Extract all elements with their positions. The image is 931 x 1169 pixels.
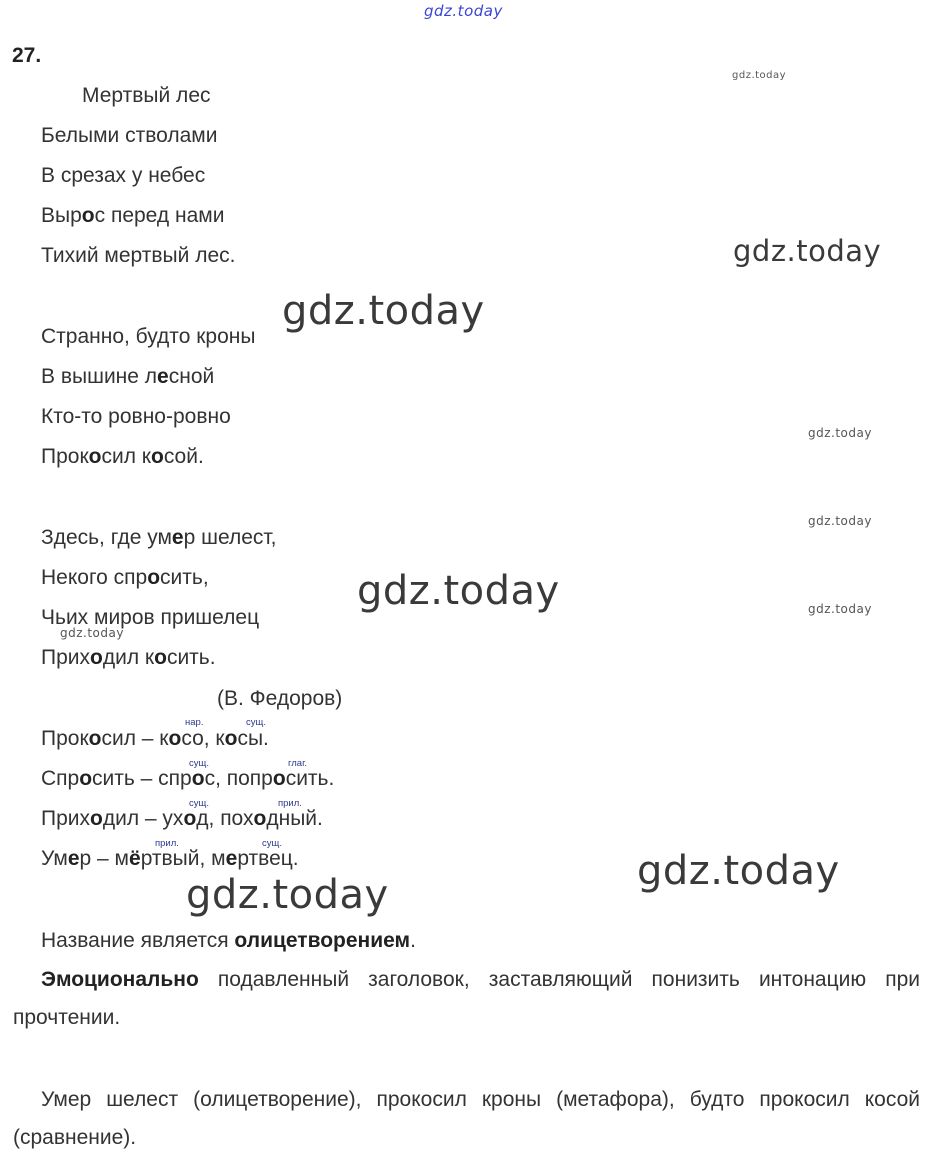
watermark-small: gdz.today: [808, 602, 872, 616]
stressed-vowel: ё: [129, 847, 141, 870]
text-segment: Выр: [41, 204, 82, 227]
analysis-line: [41, 807, 323, 831]
poem-line: [41, 445, 255, 485]
text-segment: с, попр: [204, 767, 273, 790]
watermark-large: gdz.today: [186, 872, 389, 918]
text-segment: Здесь, где ум: [41, 526, 172, 549]
text-segment: ртвый, м: [140, 847, 226, 870]
stressed-vowel: о: [154, 646, 167, 669]
text-segment: дил – ух: [102, 807, 184, 830]
text-segment: д, пох: [196, 807, 254, 830]
poem-line: [41, 204, 235, 244]
annotation-label: нар.: [185, 717, 204, 728]
poem-stanza-2: [41, 325, 255, 485]
text-segment: со, к: [181, 727, 225, 750]
annotation-label: глаг.: [288, 758, 308, 769]
poem-line: [41, 526, 277, 566]
analysis-line: [41, 847, 299, 871]
annotation-label: сущ.: [262, 838, 282, 849]
stressed-vowel: о: [147, 566, 161, 589]
watermark-top: gdz.today: [424, 2, 503, 20]
text-segment: ртвец.: [237, 847, 299, 870]
poem-line: [41, 244, 235, 284]
analysis-line: [41, 767, 334, 791]
task-number: 27.: [12, 44, 42, 67]
text-segment: Кто-то ровно-ровно: [41, 405, 231, 428]
text-segment: В срезах у небес: [41, 164, 206, 187]
text-segment: сить.: [166, 646, 216, 669]
stressed-vowel: о: [150, 445, 164, 468]
watermark-small: gdz.today: [732, 70, 787, 81]
poem-title: Мертвый лес: [82, 84, 211, 107]
stressed-vowel: е: [225, 847, 238, 870]
watermark-medium: gdz.today: [733, 234, 882, 268]
analysis-line: [41, 727, 269, 751]
text-segment: Странно, будто кроны: [41, 325, 256, 348]
annotation-label: прил.: [155, 838, 179, 849]
watermark-small: gdz.today: [60, 626, 124, 640]
text-segment: сил – к: [101, 727, 169, 750]
stressed-vowel: о: [88, 727, 102, 750]
answer-devices: Умер шелест (олицетворение), прокосил кроны (метафора), будто прокосил косой (сравнение).: [13, 1088, 920, 1149]
poem-line: [41, 365, 255, 405]
text-segment: дил к: [102, 646, 155, 669]
watermark-small: gdz.today: [808, 426, 872, 440]
answer-title-device: Название является олицетворением.: [41, 929, 416, 952]
text-segment: сой.: [163, 445, 204, 468]
stressed-vowel: о: [81, 204, 95, 227]
stressed-vowel: о: [191, 767, 205, 790]
text-segment: сить – спр: [92, 767, 192, 790]
text-segment: сить.: [285, 767, 335, 790]
watermark-large: gdz.today: [357, 568, 560, 614]
stressed-vowel: о: [88, 445, 102, 468]
watermark-large: gdz.today: [282, 288, 485, 334]
text-segment: Чьих миров пришелец: [41, 606, 260, 629]
stressed-vowel: о: [224, 727, 238, 750]
stressed-vowel: о: [90, 646, 103, 669]
text-segment: с перед нами: [94, 204, 225, 227]
text-segment: Некого спр: [41, 566, 148, 589]
text-segment: Прок: [41, 727, 89, 750]
stressed-vowel: о: [168, 727, 182, 750]
stressed-vowel: о: [79, 767, 93, 790]
stressed-vowel: о: [253, 807, 267, 830]
watermark-large: gdz.today: [637, 848, 840, 894]
stressed-vowel: о: [272, 767, 286, 790]
text-segment: Прих: [41, 646, 91, 669]
poem-stanza-1: [41, 124, 235, 284]
text-segment: Тихий мертвый лес.: [41, 244, 236, 267]
poem-line: [41, 164, 235, 204]
annotation-label: сущ.: [246, 717, 266, 728]
text-segment: Прок: [41, 445, 89, 468]
annotation-label: сущ.: [189, 798, 209, 809]
poem-author: (В. Федоров): [217, 687, 343, 710]
stressed-vowel: о: [183, 807, 197, 830]
stressed-vowel: е: [171, 526, 184, 549]
text-segment: Ум: [41, 847, 68, 870]
text-segment: сы.: [237, 727, 269, 750]
annotation-label: сущ.: [189, 758, 209, 769]
annotation-label: прил.: [278, 798, 302, 809]
text-segment: Прих: [41, 807, 91, 830]
text-segment: В вышине л: [41, 365, 158, 388]
poem-line: [41, 606, 277, 646]
text-segment: р – м: [79, 847, 129, 870]
text-segment: сил к: [101, 445, 151, 468]
stressed-vowel: е: [157, 365, 169, 388]
poem-line: [41, 646, 277, 686]
poem-line: [41, 566, 277, 606]
poem-line: [41, 405, 255, 445]
poem-line: [41, 325, 255, 365]
answer-intonation: Эмоционально подавленный заголовок, заставляющий понизить интонацию при прочтении.: [13, 968, 920, 1029]
text-segment: Белыми стволами: [41, 124, 218, 147]
watermark-small: gdz.today: [808, 514, 872, 528]
text-segment: дный.: [266, 807, 323, 830]
stressed-vowel: е: [67, 847, 80, 870]
text-segment: р шелест,: [183, 526, 277, 549]
stressed-vowel: о: [90, 807, 103, 830]
text-segment: сить,: [160, 566, 209, 589]
text-segment: Спр: [41, 767, 80, 790]
poem-line: [41, 124, 235, 164]
poem-stanza-3: [41, 526, 277, 686]
text-segment: сной: [168, 365, 215, 388]
